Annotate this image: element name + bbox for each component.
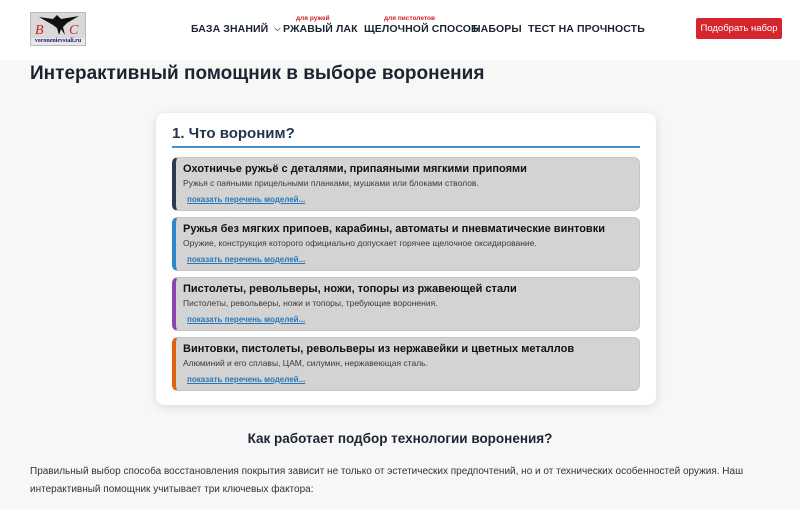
nav-tag-for-pistols: для пистолетов bbox=[384, 15, 435, 22]
logo-letter-c: С bbox=[69, 23, 79, 38]
step-title: 1. Что вороним? bbox=[172, 125, 295, 142]
section-paragraph: Правильный выбор способа восстановления покрытия зависит не только от эстетических предпочтений, но и от технических особенностей оружия. Наш интерактивный помощник учитывает три ключевых фактора: bbox=[30, 466, 744, 495]
site-header bbox=[0, 0, 800, 60]
option-description: Оружие, конструкция которого официально допускает горячее щелочное оксидирование. bbox=[183, 238, 537, 248]
logo-url: voronenievstali.ru bbox=[31, 38, 85, 45]
nav-item-knowledge-base[interactable] bbox=[191, 23, 281, 35]
nav-item-alkaline-method[interactable]: ЩЕЛОЧНОЙ СПОСОБ bbox=[364, 23, 479, 35]
page-title: Интерактивный помощник в выборе воронения bbox=[30, 63, 485, 84]
option-title: Пистолеты, револьверы, ножи, топоры из ржавеющей стали bbox=[183, 283, 517, 295]
option-no-solder-rifles[interactable] bbox=[172, 217, 640, 271]
section-heading: Как работает подбор технологии воронения? bbox=[247, 431, 553, 446]
chevron-down-icon[interactable]: ⌵ bbox=[274, 24, 281, 33]
nav-item-kits[interactable]: НАБОРЫ bbox=[473, 23, 522, 35]
nav-tag-for-shotguns: для ружей bbox=[296, 15, 330, 22]
option-soft-solder-shotgun[interactable] bbox=[172, 157, 640, 211]
option-description: Пистолеты, револьверы, ножи и топоры, требующие воронения. bbox=[183, 298, 438, 308]
logo-letter-b: В bbox=[35, 23, 44, 38]
pick-kit-button[interactable]: Подобрать набор bbox=[696, 18, 782, 39]
option-title: Винтовки, пистолеты, револьверы из нержавейки и цветных металлов bbox=[183, 343, 575, 355]
option-description: Алюминий и его сплавы, ЦАМ, силумин, нержавеющая сталь. bbox=[183, 358, 428, 368]
nav-item-strength-test[interactable]: ТЕСТ НА ПРОЧНОСТЬ bbox=[528, 23, 645, 35]
show-models-link[interactable]: показать перечень моделей... bbox=[187, 195, 306, 204]
show-models-link[interactable]: показать перечень моделей... bbox=[187, 255, 306, 264]
option-pistols-knives-carbon-steel[interactable] bbox=[172, 277, 640, 331]
option-description: Ружья с паяными прицельными планками, мушками или блоками стволов. bbox=[183, 178, 479, 188]
nav-item-label: БАЗА ЗНАНИЙ bbox=[191, 23, 269, 35]
option-title: Ружья без мягких припоев, карабины, автоматы и пневматические винтовки bbox=[183, 223, 605, 235]
option-stainless-nonferrous[interactable] bbox=[172, 337, 640, 391]
nav-item-rust-lacquer[interactable]: РЖАВЫЙ ЛАК bbox=[283, 23, 358, 35]
site-logo[interactable] bbox=[30, 12, 86, 46]
show-models-link[interactable]: показать перечень моделей... bbox=[187, 315, 306, 324]
divider bbox=[172, 146, 640, 148]
show-models-link[interactable]: показать перечень моделей... bbox=[187, 375, 306, 384]
option-title: Охотничье ружьё с деталями, припаяными мягкими припоями bbox=[183, 163, 527, 175]
wizard-card bbox=[156, 113, 656, 405]
